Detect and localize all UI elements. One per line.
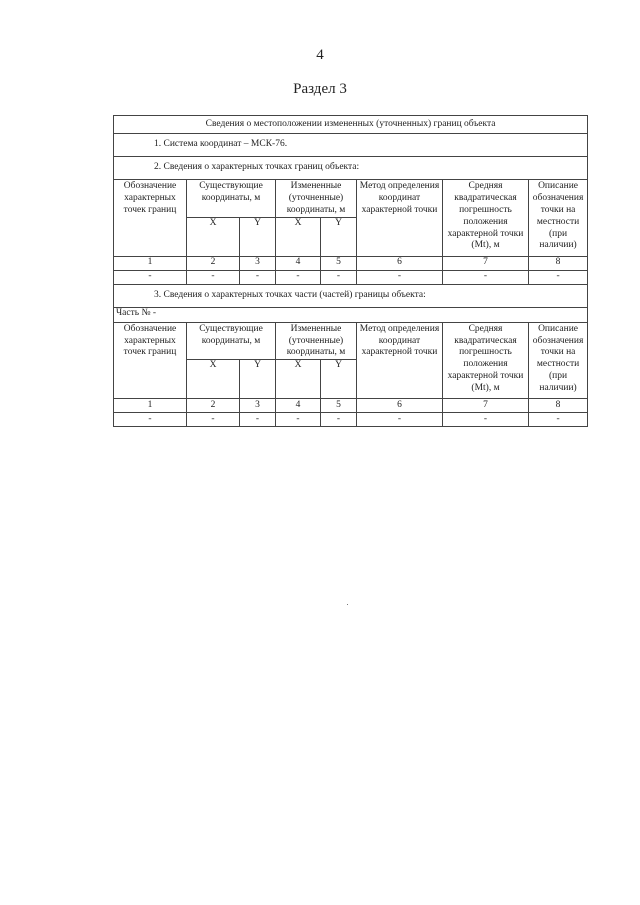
axis-label: X — [187, 217, 240, 256]
page-number: 4 — [316, 47, 324, 63]
header-mean-error: Средняя квадратическая погрешность положения характерной точки (Mt), м — [443, 322, 529, 399]
part-number-label: Часть № - — [114, 307, 588, 322]
column-number: 8 — [529, 399, 588, 413]
axis-label: Y — [240, 360, 276, 399]
scan-speck — [347, 604, 348, 605]
header-method: Метод определения координат характерной точки — [357, 322, 443, 399]
axis-label: Y — [321, 360, 357, 399]
column-number: 1 — [114, 399, 187, 413]
header-existing-coords: Существующие координаты, м — [187, 180, 276, 218]
column-number: 3 — [240, 399, 276, 413]
table-cell: - — [321, 413, 357, 427]
coordinate-system-line: 1. Система координат – МСК-76. — [114, 134, 588, 157]
header-mean-error: Срeдняя квадратическая погрешность положения характерной точки (Mt), м — [443, 180, 529, 257]
table-row — [114, 413, 588, 427]
subsection-2-heading: 2. Сведения о характерных точках границ объекта: — [114, 157, 588, 180]
header-description: Описание обозначения точки на местности (при наличии) — [529, 180, 588, 257]
header-description: Описание обозначения точки на местности (при наличии) — [529, 322, 588, 399]
column-number: 5 — [321, 256, 357, 270]
table-cell: - — [276, 413, 321, 427]
table-cell: - — [443, 270, 529, 284]
axis-label: Y — [321, 217, 357, 256]
column-number: 4 — [276, 399, 321, 413]
column-number: 3 — [240, 256, 276, 270]
table-cell: - — [240, 270, 276, 284]
table-cell: - — [276, 270, 321, 284]
boundary-table — [113, 115, 588, 427]
column-number: 5 — [321, 399, 357, 413]
table-cell: - — [187, 413, 240, 427]
column-number: 6 — [357, 399, 443, 413]
axis-label: X — [276, 217, 321, 256]
table-row — [114, 270, 588, 284]
column-number: 8 — [529, 256, 588, 270]
column-number: 1 — [114, 256, 187, 270]
table-cell: - — [114, 270, 187, 284]
column-number: 7 — [443, 399, 529, 413]
axis-label: X — [276, 360, 321, 399]
axis-label: Y — [240, 217, 276, 256]
column-number: 2 — [187, 256, 240, 270]
header-designation: Обозначение характерных точек границ — [114, 180, 187, 257]
table-cell: - — [114, 413, 187, 427]
header-changed-coords: Измененные (уточненные) координаты, м — [276, 322, 357, 360]
header-existing-coords: Существующие координаты, м — [187, 322, 276, 360]
header-method: Метод определения координат характерной точки — [357, 180, 443, 257]
axis-label: X — [187, 360, 240, 399]
header-designation: Обозначение характерных точек границ — [114, 322, 187, 399]
table-cell: - — [321, 270, 357, 284]
subsection-3-heading: 3. Сведения о характерных точках части (частей) границы объекта: — [114, 284, 588, 307]
column-number: 4 — [276, 256, 321, 270]
table-cell: - — [357, 413, 443, 427]
table-title: Сведения о местоположении измененных (уточненных) границ объекта — [114, 116, 588, 134]
column-number: 7 — [443, 256, 529, 270]
table-cell: - — [443, 413, 529, 427]
table-cell: - — [529, 270, 588, 284]
column-number-row — [114, 399, 588, 413]
table-cell: - — [357, 270, 443, 284]
section-title: Раздел 3 — [293, 81, 347, 97]
column-number: 2 — [187, 399, 240, 413]
table-cell: - — [187, 270, 240, 284]
table-cell: - — [240, 413, 276, 427]
column-number-row — [114, 256, 588, 270]
table-cell: - — [529, 413, 588, 427]
header-changed-coords: Измененные (уточненные) координаты, м — [276, 180, 357, 218]
column-number: 6 — [357, 256, 443, 270]
